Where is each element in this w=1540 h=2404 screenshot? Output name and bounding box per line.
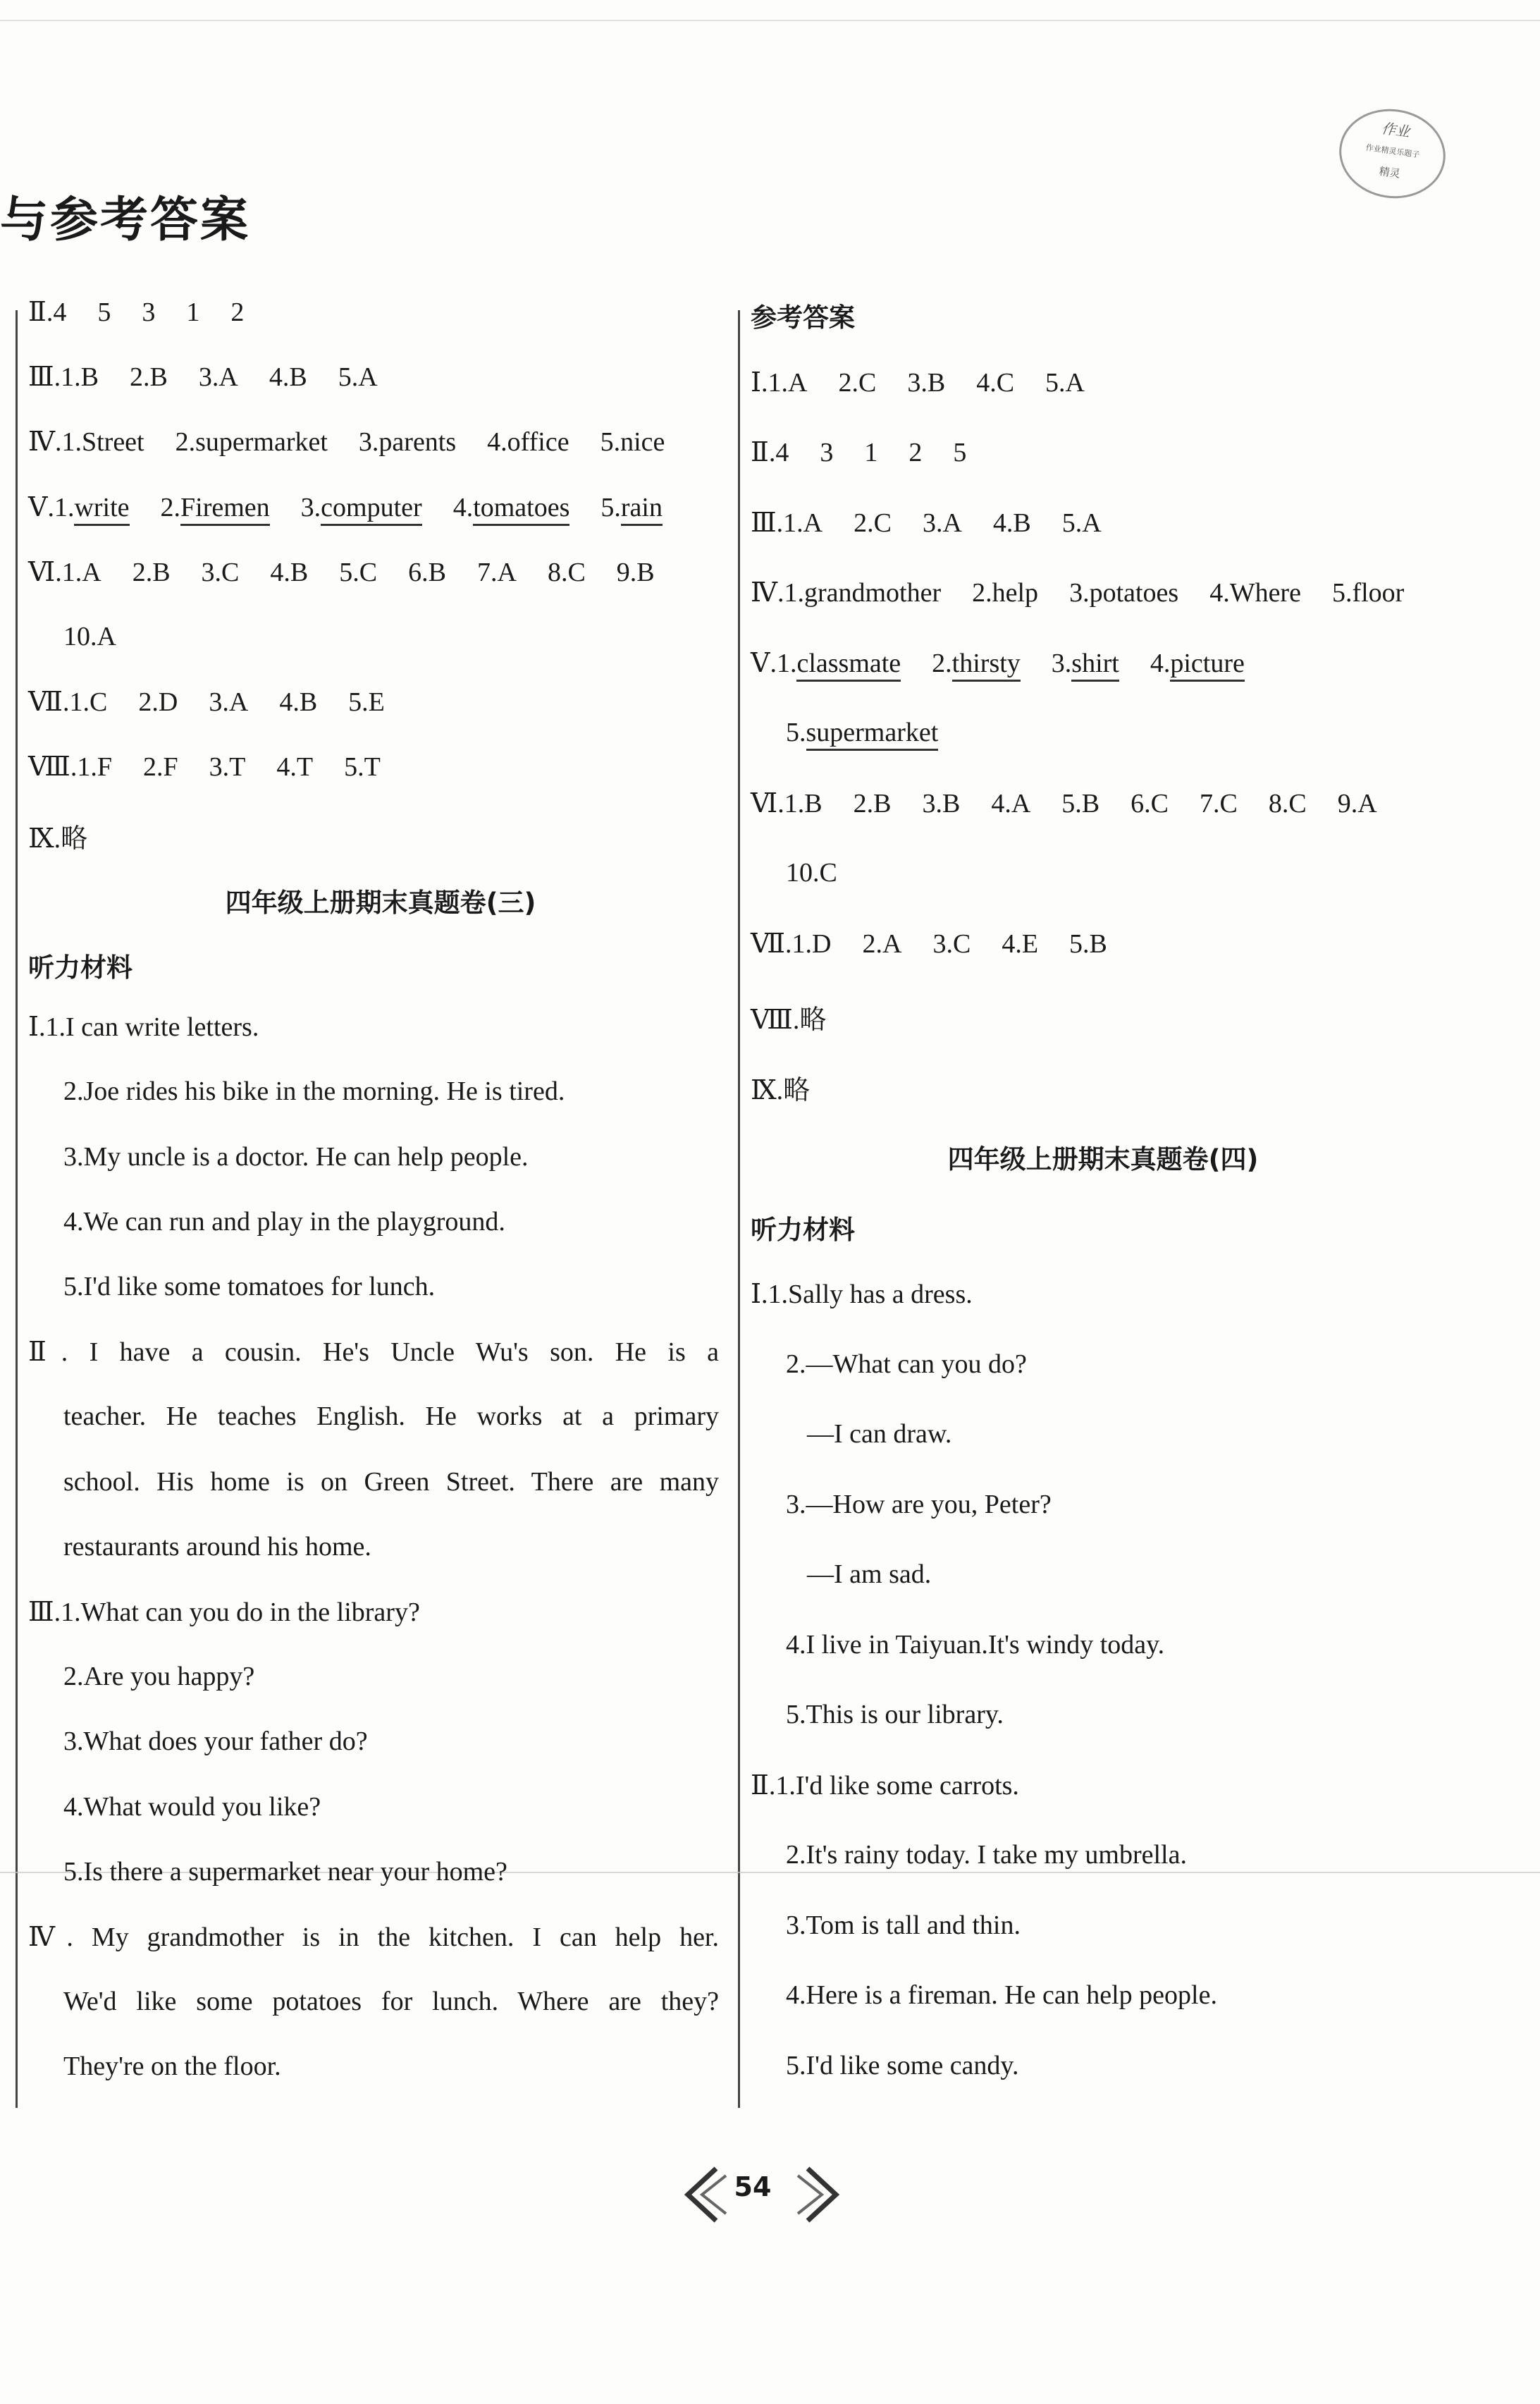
text-line: —I am sad.	[807, 1559, 932, 1589]
answer-item: 5	[97, 298, 111, 327]
answer-row	[28, 751, 412, 783]
answer-item: 4.A	[991, 788, 1031, 818]
answer-item: 9.A	[1337, 788, 1377, 818]
answer-item: 5.B	[1061, 788, 1100, 818]
roman-label: Ⅴ.	[751, 648, 777, 678]
roman-label: Ⅳ.	[28, 427, 62, 458]
answer-item: 1.B	[61, 362, 99, 393]
text-line: 2.Are you happy?	[63, 1662, 255, 1692]
text-line: Ⅰ.1.Sally has a dress.	[751, 1280, 973, 1309]
roman-label: Ⅴ.	[28, 492, 54, 522]
answer-item: 3.C	[201, 557, 240, 587]
text-line: 2.It's rainy today. I take my umbrella.	[786, 1840, 1187, 1870]
answer-item: 2.B	[132, 557, 171, 587]
answer-item: 1.grandmother	[784, 578, 942, 608]
answer-item: 1.Street	[61, 427, 144, 458]
roman-label: Ⅰ.	[751, 367, 768, 398]
text-line: 5.Is there a supermarket near your home?	[63, 1856, 507, 1887]
answer-item: 4.B	[269, 362, 307, 393]
stamp-text-middle: 作业精灵乐题子	[1365, 142, 1421, 160]
answer-item: 3.potatoes	[1069, 578, 1179, 608]
answer-row	[751, 787, 1408, 819]
answer-item: 3.parents	[358, 427, 457, 458]
underlined-answer: shirt	[1071, 649, 1119, 682]
answer-item: 8.C	[1268, 788, 1307, 818]
answer-number: 3.	[300, 492, 321, 522]
center-column-rule	[738, 310, 740, 2108]
answer-item: 7.A	[476, 557, 517, 587]
answer-item: 1	[186, 298, 200, 327]
answer-item: 2.A	[862, 928, 902, 959]
answer-item: 6.B	[408, 557, 446, 587]
text-line: 3.What does your father do?	[63, 1727, 368, 1757]
stamp-text-top: 作业	[1380, 119, 1411, 140]
answer-item	[453, 492, 570, 523]
roman-label: Ⅳ.	[751, 578, 784, 608]
text-line: 3.—How are you, Peter?	[786, 1489, 1052, 1519]
answer-item: 8.C	[547, 557, 586, 587]
subheading: 听力材料	[28, 952, 133, 983]
passage-line: Ⅳ. My grandmother is in the kitchen. I can help her.	[28, 1922, 719, 1952]
answer-item: 4	[53, 298, 67, 327]
answer-row	[28, 686, 416, 718]
text-line: 4.Here is a fireman. He can help people.	[786, 1980, 1217, 2010]
text-line: 4.We can run and play in the playground.	[63, 1206, 505, 1237]
underlined-answer: thirsty	[952, 649, 1021, 682]
passage-line: We'd like some potatoes for lunch. Where are they?	[63, 1987, 719, 2017]
answer-row	[751, 436, 997, 468]
answer-item: 9.B	[616, 557, 655, 587]
answer-number: 2.	[160, 492, 181, 522]
answer-row	[751, 507, 1133, 539]
text-line: 4.I live in Taiyuan.It's windy today.	[786, 1629, 1165, 1660]
answer-item: 4.C	[976, 367, 1015, 398]
answer-item: 1.B	[784, 788, 823, 818]
answer-item	[161, 492, 270, 523]
chevron-right-icon	[792, 2163, 849, 2226]
subheading: 参考答案	[751, 302, 855, 333]
answer-number: 1.	[54, 492, 75, 522]
underlined-answer: write	[74, 493, 129, 526]
answer-row	[28, 491, 694, 523]
answer-item: 4.B	[992, 508, 1031, 538]
roman-label: Ⅶ.	[751, 928, 792, 959]
roman-label: Ⅷ.	[28, 752, 78, 783]
scan-line-top	[0, 20, 1540, 21]
text-line: 10.C	[786, 858, 837, 888]
subheading: 听力材料	[751, 1214, 855, 1245]
section-heading: 四年级上册期末真题卷(四)	[947, 1144, 1259, 1175]
answer-item: 3.A	[209, 687, 249, 718]
answer-row	[751, 647, 1276, 679]
answer-row	[28, 426, 696, 458]
answer-number: 1.	[776, 648, 797, 678]
answer-item: 3.B	[922, 788, 961, 818]
roman-label: Ⅵ.	[28, 557, 62, 587]
answer-item: 4.office	[487, 427, 569, 458]
roman-label: Ⅱ.	[751, 438, 776, 467]
answer-row	[751, 367, 1116, 398]
answer-item: 3	[820, 438, 834, 467]
text-line: Ⅸ.略	[751, 1075, 811, 1105]
answer-item: 5.nice	[600, 427, 665, 458]
answer-item: 1.A	[783, 508, 823, 538]
answer-item: 5.floor	[1331, 578, 1405, 608]
answer-item: 2.B	[130, 362, 168, 393]
watermark-stamp	[1333, 102, 1451, 205]
roman-label: Ⅲ.	[28, 362, 61, 393]
text-line: 3.My uncle is a doctor. He can help people.	[63, 1141, 529, 1172]
section-heading: 四年级上册期末真题卷(三)	[225, 887, 536, 918]
answer-item: 3.T	[209, 752, 246, 783]
answer-item: 5.B	[1069, 928, 1107, 959]
text-line: Ⅰ.1.I can write letters.	[28, 1012, 259, 1043]
answer-number: 5.	[786, 718, 806, 747]
text-line: 5.I'd like some candy.	[786, 2050, 1019, 2080]
underlined-answer: rain	[621, 493, 663, 526]
answer-item: 3.C	[932, 928, 971, 959]
answer-item: 5.E	[348, 687, 385, 718]
underlined-answer: Firemen	[180, 493, 270, 526]
page-title: 与参考答案	[0, 192, 251, 248]
answer-item: 4.B	[270, 557, 309, 587]
answer-number: 4.	[1150, 648, 1171, 678]
answer-item: 3.A	[922, 508, 962, 538]
answer-item: 3.A	[198, 362, 238, 393]
answer-item: 5.A	[338, 362, 378, 393]
text-line: restaurants around his home.	[63, 1531, 371, 1562]
answer-item	[600, 492, 663, 523]
answer-item	[301, 492, 422, 523]
answer-item	[786, 717, 938, 748]
text-line: 2.Joe rides his bike in the morning. He is tired.	[63, 1077, 565, 1107]
underlined-answer: picture	[1170, 649, 1245, 682]
answer-row	[28, 361, 409, 393]
answer-item: 1.C	[69, 687, 108, 718]
roman-label: Ⅶ.	[28, 687, 70, 718]
answer-item: 3.B	[907, 367, 946, 398]
answer-item	[1052, 648, 1119, 679]
answer-row	[28, 296, 275, 328]
underlined-answer: tomatoes	[473, 493, 569, 526]
answer-item: 1.A	[768, 367, 808, 398]
answer-item: 2.C	[838, 367, 877, 398]
answer-number: 3.	[1051, 648, 1072, 678]
answer-row	[751, 577, 1435, 608]
answer-item: 2.F	[143, 752, 178, 783]
answer-item: 2.supermarket	[175, 427, 328, 458]
answer-number: 4.	[452, 492, 474, 522]
stamp-text-bottom: 精灵	[1378, 164, 1401, 180]
underlined-answer: supermarket	[806, 718, 939, 751]
text-line: Ⅱ.1.I'd like some carrots.	[751, 1770, 1019, 1801]
page-footer	[0, 2163, 1540, 2226]
answer-item: 5	[953, 438, 967, 467]
answer-row	[786, 717, 969, 748]
page-number: 54	[734, 2171, 772, 2202]
answer-item: 5.T	[344, 752, 381, 783]
roman-label: Ⅵ.	[751, 788, 784, 818]
text-line: 2.—What can you do?	[786, 1349, 1027, 1379]
answer-item	[932, 648, 1021, 679]
underlined-answer: classmate	[796, 649, 901, 682]
answer-item: 4.E	[1002, 928, 1039, 959]
answer-item: 6.C	[1131, 788, 1169, 818]
text-line: 5.This is our library.	[786, 1700, 1004, 1729]
answer-item: 2	[230, 298, 245, 327]
answer-item: 2.help	[972, 578, 1039, 608]
passage-line: school. His home is on Green Street. There are many	[63, 1466, 719, 1497]
passage-line: teacher. He teaches English. He works at a primary	[63, 1402, 719, 1432]
text-line: 10.A	[63, 622, 116, 651]
answer-item: 2.B	[853, 788, 892, 818]
answer-number: 5.	[600, 492, 621, 522]
text-line: Ⅸ.略	[28, 823, 88, 854]
answer-item: 4.B	[279, 687, 318, 718]
text-line: They're on the floor.	[63, 2052, 281, 2082]
answer-item: 1.F	[77, 752, 112, 783]
answer-item	[777, 648, 901, 679]
answer-item: 4.T	[276, 752, 314, 783]
answer-item: 1	[864, 438, 878, 467]
answer-item: 4	[775, 438, 789, 467]
answer-item: 1.D	[791, 928, 832, 959]
roman-label: Ⅱ.	[28, 298, 54, 327]
answer-item: 7.C	[1199, 788, 1238, 818]
answer-row	[28, 556, 686, 588]
answer-item: 2	[908, 438, 923, 467]
answer-item: 2.D	[138, 687, 178, 718]
answer-item: 4.Where	[1209, 578, 1301, 608]
text-line: 4.What would you like?	[63, 1791, 321, 1822]
text-line: 5.I'd like some tomatoes for lunch.	[63, 1272, 436, 1301]
answer-item	[54, 492, 130, 523]
text-line: 3.Tom is tall and thin.	[786, 1910, 1021, 1940]
answer-row	[751, 928, 1138, 959]
underlined-answer: computer	[321, 493, 422, 526]
answer-item: 2.C	[854, 508, 892, 538]
answer-item: 3	[142, 298, 156, 327]
answer-number: 2.	[932, 648, 952, 678]
answer-item: 5.A	[1045, 367, 1085, 398]
answer-item: 5.A	[1061, 508, 1102, 538]
text-line: Ⅲ.1.What can you do in the library?	[28, 1597, 420, 1627]
answer-item: 1.A	[61, 557, 101, 587]
text-line: —I can draw.	[807, 1419, 952, 1449]
roman-label: Ⅲ.	[751, 508, 784, 538]
text-line: Ⅷ.略	[751, 1005, 827, 1035]
passage-line: Ⅱ. I have a cousin. He's Uncle Wu's son. He is a	[28, 1337, 719, 1368]
left-column-rule	[16, 310, 18, 2108]
answer-item	[1150, 648, 1245, 679]
answer-item: 5.C	[339, 557, 378, 587]
